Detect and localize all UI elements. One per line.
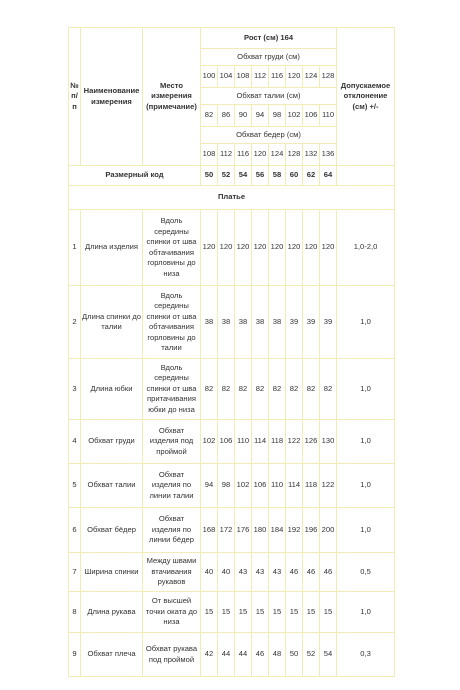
tolerance-column-header: Допускаемое отклонение (см) +/- — [337, 28, 395, 166]
measurement-place: Вдоль середины спинки от шва притачивания юбки до низа — [143, 359, 201, 420]
hips-header: Обхват бедер (см) — [201, 127, 337, 144]
measurement-value: 82 — [252, 359, 269, 420]
chest-value: 120 — [286, 66, 303, 88]
measurement-value: 106 — [252, 464, 269, 508]
measurement-value: 122 — [320, 464, 337, 508]
measurement-value: 44 — [235, 633, 252, 677]
table-row — [69, 359, 395, 420]
chest-value: 128 — [320, 66, 337, 88]
chest-value: 112 — [252, 66, 269, 88]
measurement-value: 82 — [303, 359, 320, 420]
tolerance-value: 1,0 — [337, 508, 395, 553]
measurement-value: 43 — [235, 553, 252, 592]
measurement-value: 176 — [235, 508, 252, 553]
section-title: Платье — [69, 186, 395, 210]
measurement-value: 40 — [218, 553, 235, 592]
measurement-value: 42 — [201, 633, 218, 677]
measurement-place: Вдоль середины спинки от шва обтачивания горловины до низа — [143, 210, 201, 286]
size-code-row — [69, 166, 395, 186]
size-code-value: 56 — [252, 166, 269, 186]
measurement-value: 120 — [320, 210, 337, 286]
measurement-value: 15 — [252, 592, 269, 633]
chest-value: 100 — [201, 66, 218, 88]
row-number: 1 — [69, 210, 81, 286]
measurement-value: 120 — [218, 210, 235, 286]
table-row — [69, 553, 395, 592]
measurement-value: 120 — [303, 210, 320, 286]
measurement-value: 196 — [303, 508, 320, 553]
row-number: 9 — [69, 633, 81, 677]
measurement-place: Обхват изделия по линии талии — [143, 464, 201, 508]
measurement-place: Между швами втачивания рукавов — [143, 553, 201, 592]
waist-value: 86 — [218, 105, 235, 127]
hips-value: 132 — [303, 144, 320, 166]
table-row — [69, 420, 395, 464]
measurement-value: 38 — [269, 286, 286, 359]
measurement-value: 46 — [320, 553, 337, 592]
num-column-header: № п/п — [69, 28, 81, 166]
hips-value: 136 — [320, 144, 337, 166]
measurement-value: 118 — [269, 420, 286, 464]
measurement-value: 15 — [218, 592, 235, 633]
measurement-value: 39 — [320, 286, 337, 359]
measurement-value: 168 — [201, 508, 218, 553]
measurement-value: 110 — [269, 464, 286, 508]
size-code-value: 64 — [320, 166, 337, 186]
measurement-value: 120 — [269, 210, 286, 286]
measurement-name: Длина юбки — [81, 359, 143, 420]
table-row — [69, 592, 395, 633]
measurement-value: 39 — [303, 286, 320, 359]
measurement-place: Обхват изделия под проймой — [143, 420, 201, 464]
measurement-name: Ширина спинки — [81, 553, 143, 592]
tolerance-value: 1,0 — [337, 359, 395, 420]
measurement-value: 15 — [286, 592, 303, 633]
measurement-value: 172 — [218, 508, 235, 553]
place-column-header: Место измерения (примечание) — [143, 28, 201, 166]
measurement-value: 82 — [218, 359, 235, 420]
hips-value: 128 — [286, 144, 303, 166]
size-code-value: 50 — [201, 166, 218, 186]
measurement-name: Обхват плеча — [81, 633, 143, 677]
chest-value: 104 — [218, 66, 235, 88]
measurement-value: 82 — [320, 359, 337, 420]
chest-value: 116 — [269, 66, 286, 88]
measurement-value: 120 — [286, 210, 303, 286]
measurement-value: 106 — [218, 420, 235, 464]
measurement-value: 15 — [269, 592, 286, 633]
row-number: 4 — [69, 420, 81, 464]
hips-value: 120 — [252, 144, 269, 166]
measurement-value: 38 — [252, 286, 269, 359]
size-code-value: 62 — [303, 166, 320, 186]
measurement-value: 43 — [269, 553, 286, 592]
size-code-label: Размерный код — [69, 166, 201, 186]
hips-value: 124 — [269, 144, 286, 166]
measurement-value: 192 — [286, 508, 303, 553]
row-number: 3 — [69, 359, 81, 420]
tolerance-value: 1,0 — [337, 592, 395, 633]
table-row — [69, 633, 395, 677]
measurement-name: Длина рукава — [81, 592, 143, 633]
measurement-value: 52 — [303, 633, 320, 677]
hips-value: 112 — [218, 144, 235, 166]
measurement-value: 102 — [201, 420, 218, 464]
measurement-value: 120 — [201, 210, 218, 286]
measurement-value: 15 — [303, 592, 320, 633]
measurement-table — [68, 27, 395, 677]
waist-value: 110 — [320, 105, 337, 127]
measurement-value: 46 — [252, 633, 269, 677]
measurement-value: 48 — [269, 633, 286, 677]
tolerance-value: 1,0 — [337, 420, 395, 464]
row-number: 8 — [69, 592, 81, 633]
measurement-name: Обхват бёдер — [81, 508, 143, 553]
measurement-value: 110 — [235, 420, 252, 464]
measurement-name: Длина изделия — [81, 210, 143, 286]
measurement-value: 40 — [201, 553, 218, 592]
tolerance-value: 0,5 — [337, 553, 395, 592]
size-chart — [68, 27, 392, 677]
table-row — [69, 464, 395, 508]
size-code-value: 54 — [235, 166, 252, 186]
tolerance-value: 1,0 — [337, 464, 395, 508]
size-code-value: 52 — [218, 166, 235, 186]
measurement-place: Вдоль середины спинки от шва обтачивания горловины до талии — [143, 286, 201, 359]
measurement-value: 82 — [235, 359, 252, 420]
measurement-value: 15 — [235, 592, 252, 633]
measurement-place: От высшей точки оката до низа — [143, 592, 201, 633]
measurement-value: 82 — [286, 359, 303, 420]
measurement-place: Обхват изделия по линии бёдер — [143, 508, 201, 553]
measurement-value: 39 — [286, 286, 303, 359]
measurement-value: 50 — [286, 633, 303, 677]
measurement-value: 46 — [303, 553, 320, 592]
row-number: 5 — [69, 464, 81, 508]
measurement-value: 98 — [218, 464, 235, 508]
measurement-value: 114 — [252, 420, 269, 464]
measurement-name: Длина спинки до талии — [81, 286, 143, 359]
size-code-value: 58 — [269, 166, 286, 186]
measurement-value: 82 — [269, 359, 286, 420]
chest-value: 124 — [303, 66, 320, 88]
chest-header: Обхват груди (см) — [201, 49, 337, 66]
chest-value: 108 — [235, 66, 252, 88]
measurement-value: 54 — [320, 633, 337, 677]
waist-value: 82 — [201, 105, 218, 127]
measurement-value: 44 — [218, 633, 235, 677]
measurement-name: Обхват талии — [81, 464, 143, 508]
measurement-value: 43 — [252, 553, 269, 592]
measurement-value: 38 — [201, 286, 218, 359]
height-header: Рост (см) 164 — [201, 28, 337, 49]
measurement-value: 82 — [201, 359, 218, 420]
row-number: 6 — [69, 508, 81, 553]
row-number: 2 — [69, 286, 81, 359]
name-column-header: Наименование измерения — [81, 28, 143, 166]
measurement-value: 180 — [252, 508, 269, 553]
waist-value: 94 — [252, 105, 269, 127]
measurement-value: 15 — [320, 592, 337, 633]
table-row — [69, 286, 395, 359]
size-code-value: 60 — [286, 166, 303, 186]
waist-value: 106 — [303, 105, 320, 127]
measurement-value: 38 — [218, 286, 235, 359]
measurement-value: 126 — [303, 420, 320, 464]
measurement-value: 102 — [235, 464, 252, 508]
measurement-value: 130 — [320, 420, 337, 464]
tolerance-value: 1,0-2,0 — [337, 210, 395, 286]
table-row — [69, 508, 395, 553]
waist-value: 98 — [269, 105, 286, 127]
measurement-value: 120 — [235, 210, 252, 286]
tolerance-value: 1,0 — [337, 286, 395, 359]
table-row — [69, 210, 395, 286]
waist-value: 102 — [286, 105, 303, 127]
hips-value: 108 — [201, 144, 218, 166]
size-code-tolerance-cell — [337, 166, 395, 186]
measurement-value: 122 — [286, 420, 303, 464]
measurement-place: Обхват рукава под проймой — [143, 633, 201, 677]
measurement-value: 184 — [269, 508, 286, 553]
measurement-value: 38 — [235, 286, 252, 359]
measurement-value: 46 — [286, 553, 303, 592]
measurement-value: 94 — [201, 464, 218, 508]
row-number: 7 — [69, 553, 81, 592]
hips-value: 116 — [235, 144, 252, 166]
measurement-value: 15 — [201, 592, 218, 633]
waist-value: 90 — [235, 105, 252, 127]
waist-header: Обхват талии (см) — [201, 88, 337, 105]
tolerance-value: 0,3 — [337, 633, 395, 677]
measurement-value: 114 — [286, 464, 303, 508]
measurement-name: Обхват груди — [81, 420, 143, 464]
measurement-value: 118 — [303, 464, 320, 508]
measurement-value: 120 — [252, 210, 269, 286]
measurement-value: 200 — [320, 508, 337, 553]
